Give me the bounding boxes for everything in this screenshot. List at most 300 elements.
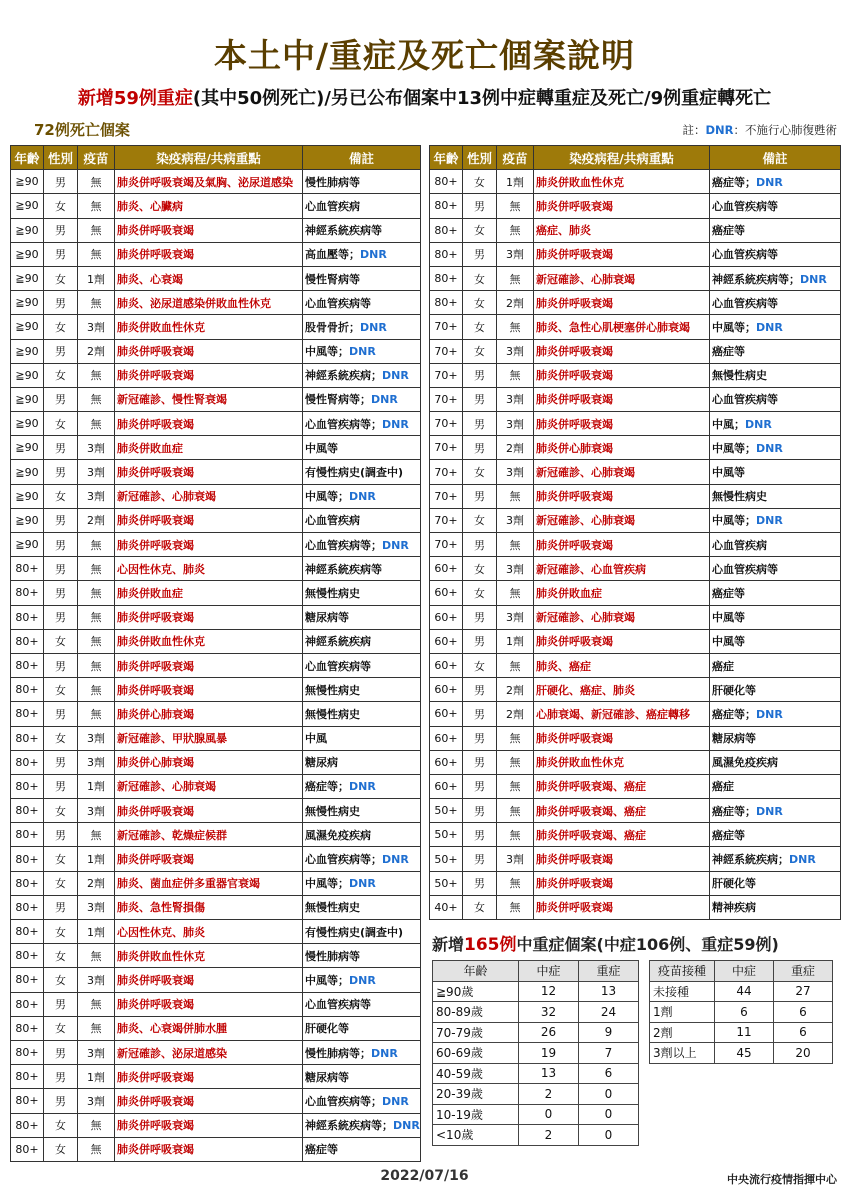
header-remark: 備註: [303, 146, 421, 170]
publish-date: 2022/07/16: [380, 1168, 469, 1184]
illness-cell: 肺炎併呼吸衰竭: [534, 847, 710, 871]
vaccine-cell: 無: [497, 774, 534, 798]
illness-cell: 肺炎、心臟病: [115, 194, 303, 218]
illness-cell: 肺炎併敗血性休克: [115, 315, 303, 339]
age-cell: 60+: [430, 774, 463, 798]
sex-cell: 女: [44, 1016, 78, 1040]
illness-cell: 肺炎併呼吸衰竭: [534, 629, 710, 653]
remark-cell: [303, 968, 421, 992]
sex-cell: 女: [44, 871, 78, 895]
illness-cell: 新冠確診、泌尿道感染: [115, 1040, 303, 1064]
remark-cell: [303, 605, 421, 629]
sex-cell: 女: [44, 920, 78, 944]
remark-cell: [303, 339, 421, 363]
remark-text: 心血管疾病: [305, 514, 360, 528]
header-sex: 性別: [463, 146, 497, 170]
remark-text: 糖尿病: [305, 756, 338, 770]
illness-cell: 肺炎併呼吸衰竭及氣胸、泌尿道感染: [115, 170, 303, 194]
vaccine-cell: 3劑: [78, 895, 115, 919]
remark-text: 糖尿病等: [305, 1070, 349, 1084]
dnr-tag: DNR: [789, 853, 816, 867]
table-row: [430, 194, 841, 218]
table-row: [430, 460, 841, 484]
remark-text: 神經系統疾病等；: [305, 1119, 393, 1133]
remark-cell: [303, 557, 421, 581]
remark-cell: [710, 218, 841, 242]
age-cell: ≧90: [11, 436, 44, 460]
illness-cell: 肺炎併呼吸衰竭: [534, 484, 710, 508]
row-label-cell: ≧90歲: [433, 981, 519, 1002]
vaccine-cell: 無: [78, 242, 115, 266]
illness-cell: 新冠確診、心肺衰竭: [115, 484, 303, 508]
sex-cell: 男: [463, 726, 497, 750]
row-label-cell: 20-39歲: [433, 1084, 519, 1105]
table-row: [11, 605, 421, 629]
remark-text: 癌症等: [712, 224, 745, 238]
table-row: [433, 1043, 639, 1064]
new-cases-suffix: 中重症個案(中症106例、重症59例): [516, 935, 779, 954]
sex-cell: 男: [463, 774, 497, 798]
remark-cell: [710, 387, 841, 411]
count-cell: 6: [579, 1063, 639, 1084]
vaccine-cell: 無: [78, 412, 115, 436]
age-cell: 50+: [430, 823, 463, 847]
count-cell: 0: [579, 1104, 639, 1125]
age-cell: ≧90: [11, 242, 44, 266]
remark-text: 慢性肺病等: [305, 175, 360, 189]
age-stats-table: [432, 960, 639, 1146]
dnr-tag: DNR: [393, 1119, 420, 1133]
sex-cell: 男: [463, 799, 497, 823]
vaccine-cell: 3劑: [78, 460, 115, 484]
sex-cell: 女: [463, 508, 497, 532]
table-row: [11, 823, 421, 847]
remark-cell: [710, 170, 841, 194]
table-row: [430, 847, 841, 871]
count-cell: 2: [519, 1084, 579, 1105]
illness-cell: 肺炎併呼吸衰竭: [115, 992, 303, 1016]
dnr-tag: DNR: [371, 1046, 398, 1060]
table-row: [11, 436, 421, 460]
remark-cell: [710, 315, 841, 339]
header-vaccine: 疫苗: [497, 146, 534, 170]
count-cell: 12: [519, 981, 579, 1002]
sex-cell: 男: [44, 218, 78, 242]
sex-cell: 男: [44, 823, 78, 847]
illness-cell: 新冠確診、乾燥症候群: [115, 823, 303, 847]
age-cell: ≧90: [11, 412, 44, 436]
remark-cell: [303, 750, 421, 774]
dnr-tag: DNR: [382, 538, 409, 552]
count-cell: 27: [774, 981, 833, 1002]
remark-cell: [303, 194, 421, 218]
table-row: [433, 981, 639, 1002]
age-cell: 60+: [430, 726, 463, 750]
remark-text: 無慢性病史: [712, 369, 767, 383]
table-row: [430, 629, 841, 653]
remark-text: 癌症等；: [712, 707, 756, 721]
vaccine-cell: 2劑: [497, 291, 534, 315]
remark-cell: [710, 847, 841, 871]
illness-cell: 肺炎併呼吸衰竭: [115, 605, 303, 629]
new-cases-title: [432, 930, 779, 955]
sex-cell: 女: [463, 581, 497, 605]
remark-text: 中風等；: [712, 320, 756, 334]
remark-text: 心血管疾病等: [712, 562, 778, 576]
header-remark: 備註: [710, 146, 841, 170]
age-cell: ≧90: [11, 484, 44, 508]
remark-cell: [303, 508, 421, 532]
age-cell: 80+: [11, 702, 44, 726]
sex-cell: 男: [44, 774, 78, 798]
remark-text: 癌症等；: [712, 175, 756, 189]
sex-cell: 男: [463, 629, 497, 653]
age-cell: 70+: [430, 436, 463, 460]
vaccine-cell: 1劑: [497, 170, 534, 194]
age-cell: 80+: [11, 581, 44, 605]
new-cases-prefix: 新增: [432, 935, 465, 954]
age-cell: ≧90: [11, 291, 44, 315]
remark-cell: [710, 653, 841, 677]
illness-cell: 肺炎、菌血症併多重器官衰竭: [115, 871, 303, 895]
sex-cell: 男: [44, 436, 78, 460]
row-label-cell: 1劑: [650, 1002, 715, 1023]
table-row: [11, 847, 421, 871]
illness-cell: 肺炎併呼吸衰竭: [115, 1089, 303, 1113]
vaccine-cell: 無: [78, 992, 115, 1016]
row-label-cell: 80-89歲: [433, 1002, 519, 1023]
dnr-tag: DNR: [756, 441, 783, 455]
vaccine-cell: 3劑: [78, 1089, 115, 1113]
table-row: [433, 1063, 639, 1084]
remark-cell: [303, 799, 421, 823]
remark-text: 股骨骨折；: [305, 320, 360, 334]
table-header-row: [11, 146, 421, 170]
count-cell: 44: [715, 981, 774, 1002]
remark-cell: [710, 194, 841, 218]
illness-cell: 肺炎併敗血性休克: [115, 629, 303, 653]
illness-cell: 肺炎併呼吸衰竭: [115, 363, 303, 387]
table-row: [11, 678, 421, 702]
illness-cell: 新冠確診、心肺衰竭: [534, 266, 710, 290]
vaccine-cell: 1劑: [78, 847, 115, 871]
table-row: [11, 702, 421, 726]
remark-cell: [710, 291, 841, 315]
age-cell: ≧90: [11, 339, 44, 363]
row-label-cell: 2劑: [650, 1022, 715, 1043]
remark-text: 癌症等: [712, 586, 745, 600]
note-suffix: ：不施行心肺復甦術: [733, 123, 837, 137]
remark-cell: [303, 871, 421, 895]
table-row: [11, 412, 421, 436]
age-cell: 80+: [11, 992, 44, 1016]
table-row: [11, 895, 421, 919]
vaccine-cell: 3劑: [497, 412, 534, 436]
count-cell: 6: [774, 1002, 833, 1023]
dnr-tag: DNR: [800, 272, 827, 286]
table-row: [430, 557, 841, 581]
age-cell: 60+: [430, 581, 463, 605]
sex-cell: 男: [44, 533, 78, 557]
sex-cell: 男: [44, 750, 78, 774]
table-row: [11, 774, 421, 798]
remark-cell: [710, 895, 841, 919]
illness-cell: 肺炎併呼吸衰竭: [115, 242, 303, 266]
illness-cell: 肺炎併呼吸衰竭: [115, 968, 303, 992]
sex-cell: 女: [44, 1137, 78, 1161]
vaccine-cell: 2劑: [78, 339, 115, 363]
age-cell: 70+: [430, 363, 463, 387]
vaccine-cell: 無: [78, 170, 115, 194]
remark-text: 有慢性病史(調查中): [305, 466, 404, 480]
page-title: 本土中/重症及死亡個案說明: [213, 36, 636, 75]
sex-cell: 女: [44, 484, 78, 508]
table-row: [430, 484, 841, 508]
vaccine-cell: 3劑: [78, 750, 115, 774]
illness-cell: 肺炎併敗血性休克: [534, 750, 710, 774]
remark-cell: [303, 484, 421, 508]
age-cell: 80+: [11, 1089, 44, 1113]
remark-text: 風濕免疫疾病: [305, 828, 371, 842]
remark-text: 心血管疾病等: [712, 296, 778, 310]
table-row: [430, 726, 841, 750]
illness-cell: 新冠確診、慢性腎衰竭: [115, 387, 303, 411]
remark-cell: [303, 629, 421, 653]
table-row: [11, 460, 421, 484]
illness-cell: 肺炎併呼吸衰竭: [115, 412, 303, 436]
header-illness: 染疫病程/共病重點: [115, 146, 303, 170]
vaccine-cell: 無: [497, 823, 534, 847]
table-row: [11, 992, 421, 1016]
sex-cell: 男: [463, 363, 497, 387]
illness-cell: 肺炎併呼吸衰竭、癌症: [534, 799, 710, 823]
sex-cell: 女: [44, 363, 78, 387]
table-row: [430, 774, 841, 798]
remark-cell: [303, 581, 421, 605]
remark-cell: [303, 1137, 421, 1161]
dnr-tag: DNR: [382, 417, 409, 431]
age-cell: 80+: [11, 1040, 44, 1064]
table-row: [11, 363, 421, 387]
sex-cell: 女: [44, 315, 78, 339]
remark-text: 癌症等: [712, 828, 745, 842]
vaccine-cell: 2劑: [78, 508, 115, 532]
illness-cell: 肺炎併心肺衰竭: [115, 702, 303, 726]
dnr-tag: DNR: [756, 804, 783, 818]
count-cell: 0: [579, 1084, 639, 1105]
count-cell: 6: [774, 1022, 833, 1043]
count-cell: 7: [579, 1043, 639, 1064]
organization-name: 中央流行疫情指揮中心: [727, 1173, 837, 1186]
illness-cell: 肺炎併呼吸衰竭: [534, 194, 710, 218]
table-row: [433, 1002, 639, 1023]
remark-cell: [710, 750, 841, 774]
dnr-tag: DNR: [360, 248, 387, 262]
age-cell: 60+: [430, 750, 463, 774]
illness-cell: 肺炎、心衰竭併肺水腫: [115, 1016, 303, 1040]
table-row: [430, 339, 841, 363]
age-cell: ≧90: [11, 170, 44, 194]
illness-cell: 肺炎併呼吸衰竭: [534, 363, 710, 387]
remark-cell: [710, 702, 841, 726]
age-cell: 80+: [430, 266, 463, 290]
remark-text: 心血管疾病等: [305, 659, 371, 673]
age-cell: ≧90: [11, 194, 44, 218]
remark-cell: [303, 823, 421, 847]
illness-cell: 肺炎併呼吸衰竭: [534, 533, 710, 557]
header-age: 年齡: [11, 146, 44, 170]
row-label-cell: 10-19歲: [433, 1104, 519, 1125]
age-cell: 80+: [11, 557, 44, 581]
vaccine-cell: 3劑: [497, 387, 534, 411]
remark-cell: [303, 460, 421, 484]
age-cell: 70+: [430, 412, 463, 436]
remark-cell: [710, 774, 841, 798]
remark-cell: [303, 920, 421, 944]
table-row: [11, 1016, 421, 1040]
remark-text: 神經系統疾病等；: [712, 272, 800, 286]
header-vaccination: 疫苗接種: [650, 961, 715, 982]
remark-text: 慢性腎病等: [305, 272, 360, 286]
vaccine-cell: 3劑: [78, 726, 115, 750]
remark-text: 心血管疾病等: [305, 296, 371, 310]
vaccine-cell: 無: [78, 823, 115, 847]
remark-cell: [710, 605, 841, 629]
illness-cell: 肺炎、心衰竭: [115, 266, 303, 290]
age-cell: 80+: [430, 291, 463, 315]
table-row: [430, 387, 841, 411]
table-row: [11, 1040, 421, 1064]
vaccine-cell: 2劑: [497, 436, 534, 460]
illness-cell: 新冠確診、心肺衰竭: [534, 605, 710, 629]
illness-cell: 肺炎、泌尿道感染併敗血性休克: [115, 291, 303, 315]
age-cell: 80+: [430, 170, 463, 194]
count-cell: 24: [579, 1002, 639, 1023]
illness-cell: 肺炎併敗血性休克: [534, 170, 710, 194]
table-row: [430, 678, 841, 702]
illness-cell: 心因性休克、肺炎: [115, 920, 303, 944]
vaccine-cell: 3劑: [497, 508, 534, 532]
sex-cell: 女: [44, 1113, 78, 1137]
sex-cell: 男: [463, 823, 497, 847]
remark-text: 癌症: [712, 659, 734, 673]
count-cell: 19: [519, 1043, 579, 1064]
vaccine-cell: 無: [78, 678, 115, 702]
sex-cell: 女: [44, 726, 78, 750]
vaccine-cell: 無: [78, 653, 115, 677]
remark-cell: [303, 992, 421, 1016]
sex-cell: 男: [44, 581, 78, 605]
vaccine-cell: 3劑: [497, 460, 534, 484]
sex-cell: 女: [463, 315, 497, 339]
vaccine-cell: 無: [497, 266, 534, 290]
table-row: [430, 823, 841, 847]
remark-cell: [710, 242, 841, 266]
remark-text: 慢性腎病等；: [305, 393, 371, 407]
remark-cell: [303, 726, 421, 750]
sex-cell: 男: [463, 484, 497, 508]
remark-cell: [303, 170, 421, 194]
remark-text: 無慢性病史: [305, 683, 360, 697]
remark-text: 神經系統疾病: [305, 635, 371, 649]
vaccine-cell: 無: [497, 484, 534, 508]
table-row: [11, 315, 421, 339]
table-row: [650, 1002, 833, 1023]
age-cell: ≧90: [11, 315, 44, 339]
remark-text: 風濕免疫疾病: [712, 756, 778, 770]
dnr-tag: DNR: [371, 393, 398, 407]
sex-cell: 女: [44, 678, 78, 702]
sex-cell: 男: [463, 702, 497, 726]
remark-text: 高血壓等；: [305, 248, 360, 262]
remark-text: 神經系統疾病；: [712, 853, 789, 867]
illness-cell: 肺炎併呼吸衰竭: [115, 653, 303, 677]
remark-cell: [303, 1016, 421, 1040]
subtitle-detail: (其中50例死亡)/另已公布個案中13例中症轉重症及死亡/9例重症轉死亡: [192, 88, 772, 109]
remark-cell: [710, 871, 841, 895]
sex-cell: 男: [463, 750, 497, 774]
vaccine-cell: 無: [497, 895, 534, 919]
header-moderate: 中症: [715, 961, 774, 982]
remark-cell: [303, 895, 421, 919]
age-cell: 80+: [11, 1137, 44, 1161]
table-row: [11, 1137, 421, 1161]
table-row: [11, 1089, 421, 1113]
illness-cell: 癌症、肺炎: [534, 218, 710, 242]
vaccine-cell: 2劑: [497, 678, 534, 702]
age-cell: 80+: [11, 605, 44, 629]
remark-cell: [303, 387, 421, 411]
row-label-cell: 70-79歲: [433, 1022, 519, 1043]
sex-cell: 女: [44, 799, 78, 823]
sex-cell: 男: [463, 387, 497, 411]
vaccine-cell: 3劑: [497, 847, 534, 871]
vaccine-cell: 3劑: [78, 799, 115, 823]
remark-cell: [303, 315, 421, 339]
table-row: [433, 1125, 639, 1146]
sex-cell: 男: [463, 436, 497, 460]
sex-cell: 男: [44, 605, 78, 629]
remark-text: 中風等: [712, 611, 745, 625]
table-row: [11, 218, 421, 242]
remark-text: 無慢性病史: [712, 490, 767, 504]
illness-cell: 新冠確診、心肺衰竭: [115, 774, 303, 798]
illness-cell: 心肺衰竭、新冠確診、癌症轉移: [534, 702, 710, 726]
sex-cell: 男: [44, 557, 78, 581]
dnr-tag: DNR: [756, 514, 783, 528]
vaccine-cell: 無: [78, 533, 115, 557]
table-row: [430, 871, 841, 895]
age-cell: 60+: [430, 653, 463, 677]
dnr-tag: DNR: [349, 973, 376, 987]
vaccine-cell: 3劑: [497, 242, 534, 266]
sex-cell: 男: [44, 339, 78, 363]
table-row: [11, 944, 421, 968]
remark-text: 中風；: [712, 417, 745, 431]
table-row: [433, 1022, 639, 1043]
table-row: [11, 170, 421, 194]
sex-cell: 男: [44, 1040, 78, 1064]
age-cell: ≧90: [11, 266, 44, 290]
header-severe: 重症: [774, 961, 833, 982]
remark-text: 中風等；: [305, 877, 349, 891]
count-cell: 13: [579, 981, 639, 1002]
age-cell: 60+: [430, 605, 463, 629]
age-cell: 80+: [11, 895, 44, 919]
table-row: [430, 412, 841, 436]
remark-text: 有慢性病史(調查中): [305, 925, 404, 939]
remark-text: 無慢性病史: [305, 901, 360, 915]
